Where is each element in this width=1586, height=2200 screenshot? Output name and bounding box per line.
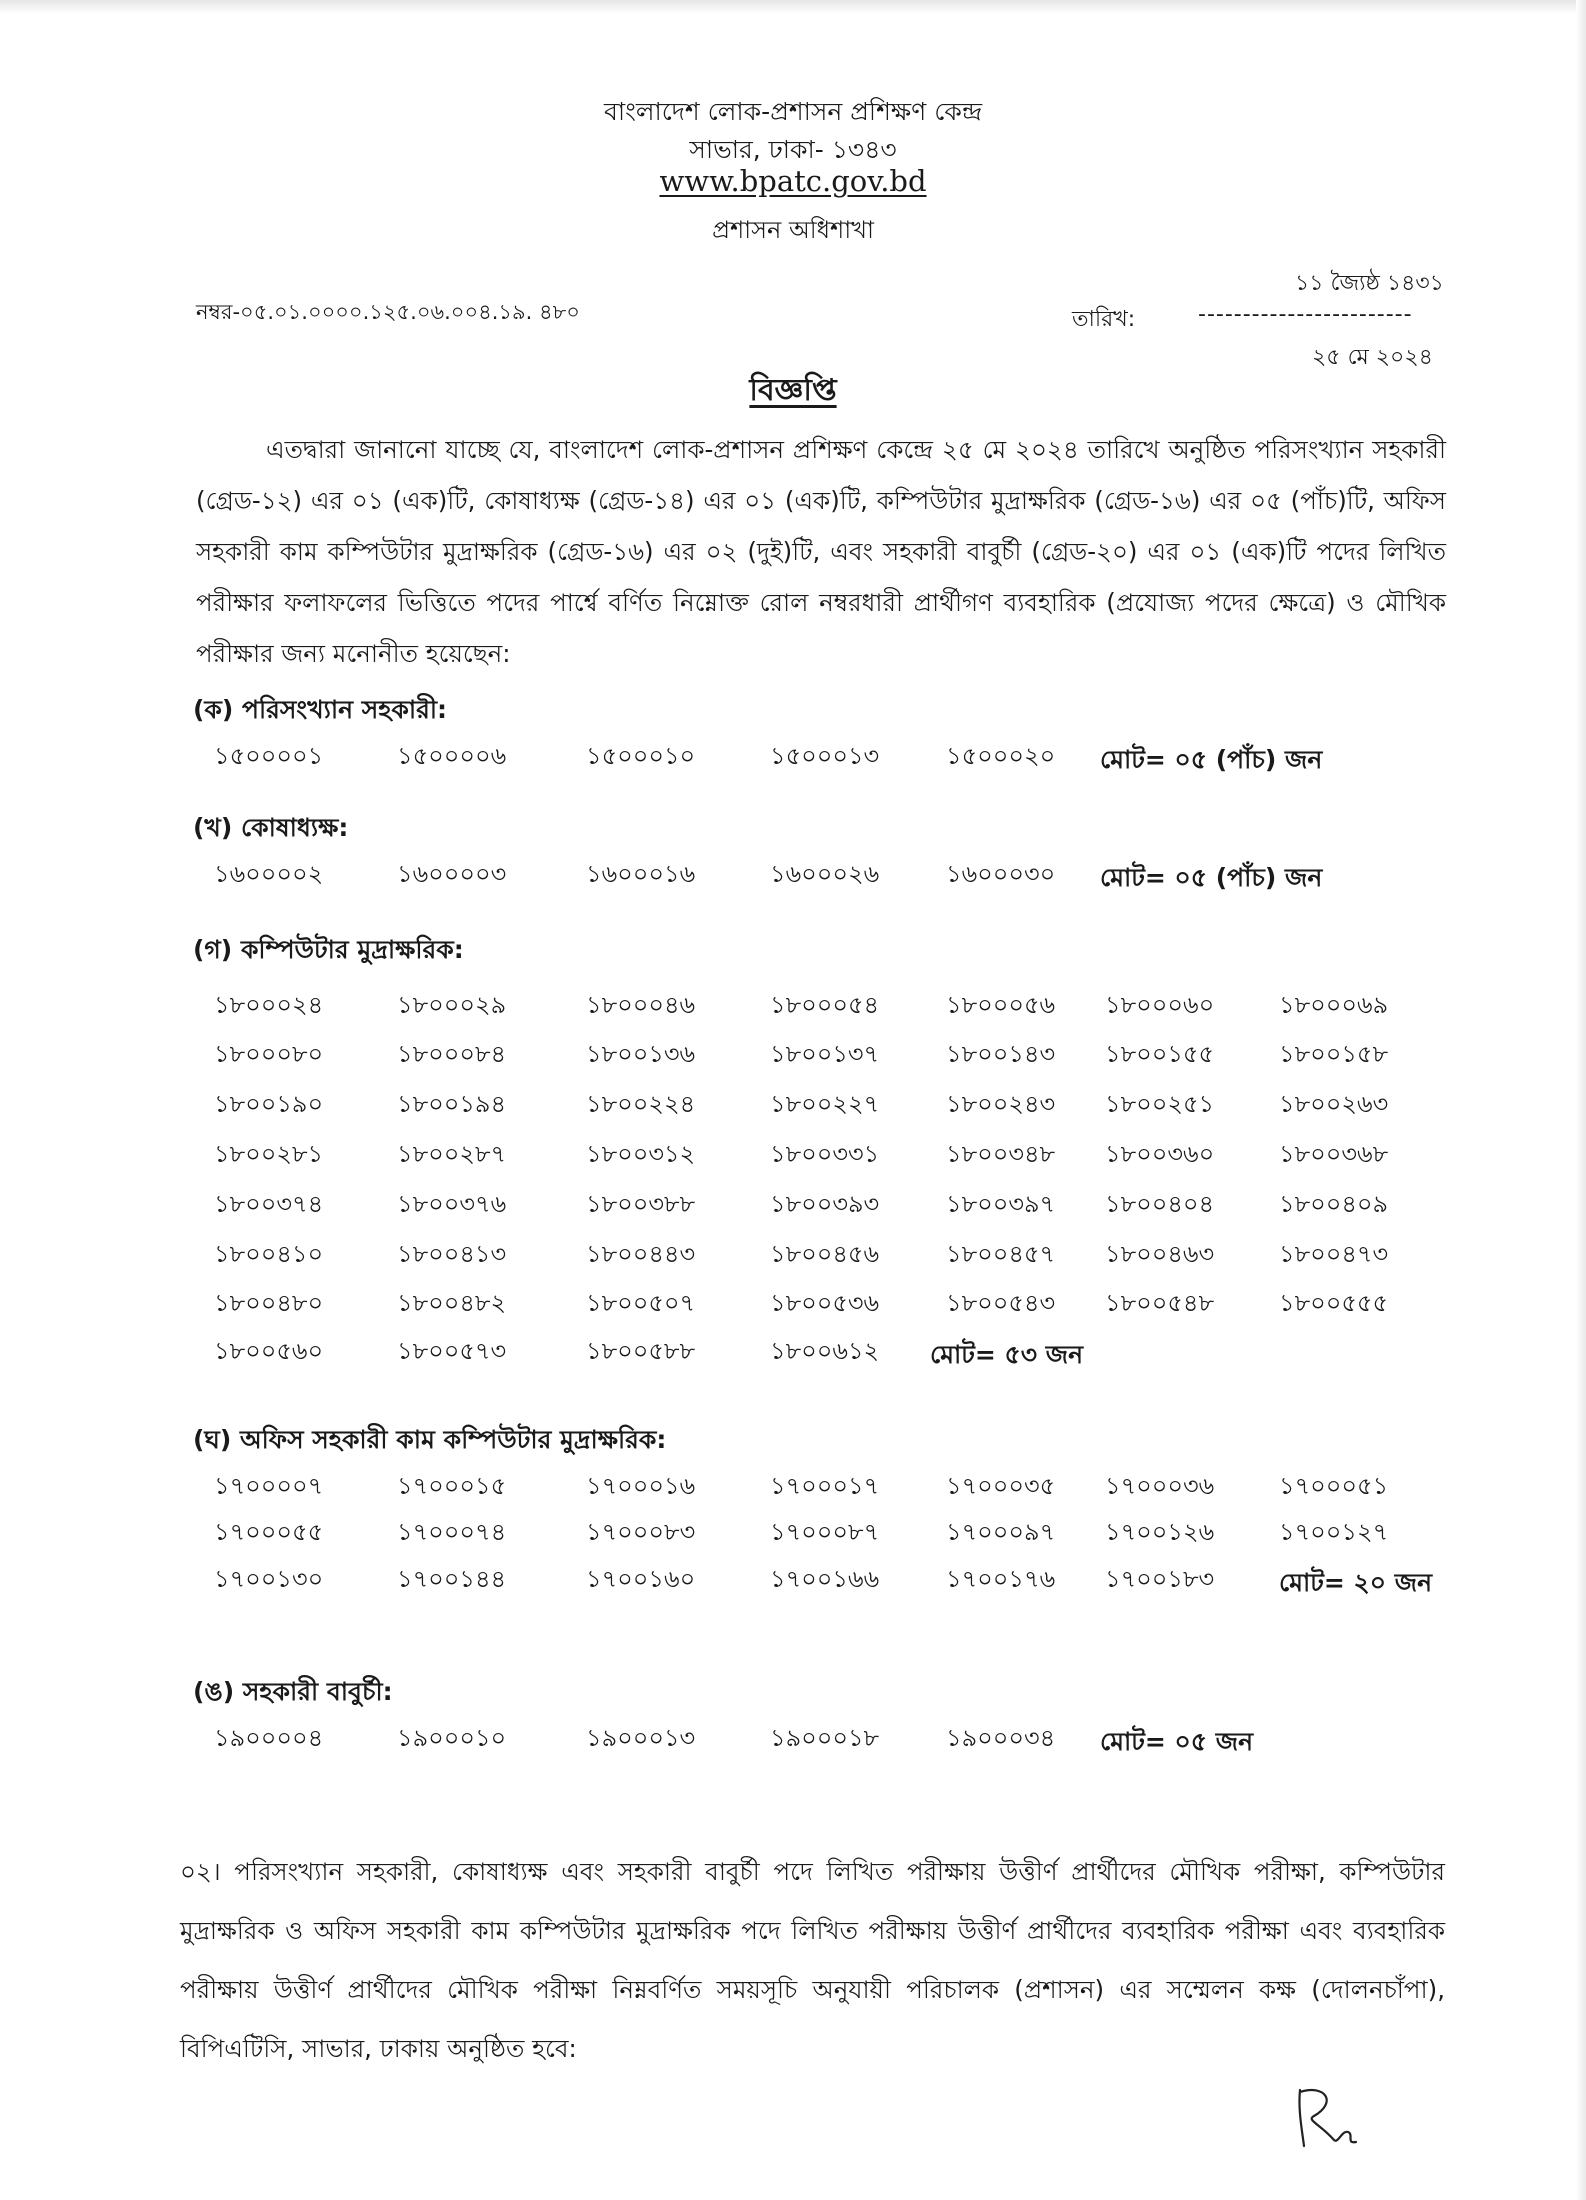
roll-number: ১৮০০৪৮২ (397, 1289, 507, 1317)
scan-shadow-top (0, 0, 1586, 14)
roll-number: ১৮০০২২৪ (586, 1090, 696, 1118)
date-label: তারিখ: (1072, 307, 1136, 332)
notice-title (0, 366, 1586, 417)
roll-number: ১৯০০০১৩ (586, 1724, 696, 1752)
roll-number: ১৮০০৩৭৪ (214, 1190, 324, 1218)
roll-number: ১৮০০৫৭৩ (397, 1337, 507, 1365)
roll-number: ১৭০০০১৫ (397, 1472, 507, 1500)
roll-number: ১৮০০৫৩৬ (770, 1289, 880, 1317)
roll-number: ১৮০০২৬৩ (1279, 1090, 1389, 1118)
roll-number: ১৮০০১৩৬ (586, 1040, 696, 1068)
notice-title-text: বিজ্ঞপ্তি (749, 373, 837, 408)
date-english: ২৫ মে ২০২৪ (1312, 345, 1433, 370)
roll-number: ১৮০০৫৪৮ (1105, 1289, 1215, 1317)
roll-number: ১৮০০৫৬০ (214, 1337, 324, 1365)
section-title: (ঘ) অফিস সহকারী কাম কম্পিউটার মুদ্রাক্ষরিক: (193, 1425, 667, 1454)
roll-number: ১৯০০০১০ (397, 1724, 507, 1752)
roll-number: ১৬০০০০৩ (397, 860, 507, 888)
roll-number: ১৮০০১৪৩ (946, 1040, 1056, 1068)
roll-number: ১৮০০৩৪৮ (946, 1140, 1056, 1168)
roll-number: ১৮০০৩১২ (586, 1140, 696, 1168)
roll-number: ১৭০০১৪৪ (397, 1565, 507, 1593)
roll-number: ১৭০০০৫১ (1279, 1472, 1389, 1500)
roll-number: ১৭০০০১৬ (586, 1472, 696, 1500)
org-website: www.bpatc.gov.bd (659, 164, 927, 198)
roll-number: ১৮০০৩৯৩ (770, 1190, 880, 1218)
roll-number: ১৮০০০৫৬ (946, 991, 1056, 1019)
roll-number: ১৮০০৬১২ (770, 1337, 880, 1365)
roll-number: ১৭০০১২৭ (1279, 1518, 1389, 1546)
roll-number: ১৮০০১৩৭ (770, 1040, 880, 1068)
roll-number: ১৮০০৪১৩ (397, 1240, 507, 1268)
scan-shadow-right (1576, 0, 1586, 2200)
roll-number: ১৫০০০০৬ (397, 742, 507, 770)
roll-number: ১৮০০৪৫৬ (770, 1240, 880, 1268)
roll-number: ১৭০০০৩৫ (946, 1472, 1056, 1500)
roll-number: ১৯০০০০৪ (214, 1724, 324, 1752)
roll-number: ১৮০০৩৬০ (1105, 1140, 1215, 1168)
roll-number: ১৮০০৪৫৭ (946, 1240, 1056, 1268)
roll-number: ১৭০০০৫৫ (214, 1518, 324, 1546)
signature-mark (1290, 2080, 1370, 2155)
roll-number: ১৮০০২২৭ (770, 1090, 880, 1118)
roll-number: ১৮০০৪০৯ (1279, 1190, 1389, 1218)
roll-number: ১৮০০১৯০ (214, 1090, 324, 1118)
roll-number: ১৮০০৩৮৮ (586, 1190, 696, 1218)
roll-number: ১৭০০০৮৩ (586, 1518, 696, 1546)
wing-name: প্রশাসন অধিশাখা (712, 216, 874, 244)
org-name: বাংলাদেশ লোক-প্রশাসন প্রশিক্ষণ কেন্দ্র (603, 97, 983, 126)
roll-number: ১৭০০০৭৪ (397, 1518, 507, 1546)
roll-number: ১৭০০১৬০ (586, 1565, 696, 1593)
roll-number: ১৫০০০১০ (586, 742, 696, 770)
roll-number: ১৮০০৪৮০ (214, 1289, 324, 1317)
roll-number: ১৭০০১৬৬ (770, 1565, 880, 1593)
roll-number: ১৮০০১৯৪ (397, 1090, 507, 1118)
roll-number: ১৮০০০২৯ (397, 991, 507, 1019)
roll-number: ১৬০০০০২ (214, 860, 324, 888)
roll-number: ১৮০০০২৪ (214, 991, 324, 1019)
roll-number: ১৬০০০৩০ (946, 860, 1056, 888)
section-total: মোট= ০৫ জন (1100, 1727, 1254, 1756)
roll-number: ১৭০০১৩০ (214, 1565, 324, 1593)
roll-number: ১৮০০০৮০ (214, 1040, 324, 1068)
date-dashes: ------------------------ (1198, 302, 1413, 327)
roll-number: ১৭০০০৩৬ (1105, 1472, 1215, 1500)
roll-number: ১৬০০০২৬ (770, 860, 880, 888)
section-total: মোট= ০৫ (পাঁচ) জন (1100, 745, 1323, 774)
roll-number: ১৭০০১৮৩ (1105, 1565, 1215, 1593)
roll-number: ১৭০০০০৭ (214, 1472, 324, 1500)
roll-number: ১৮০০৫৮৮ (586, 1337, 696, 1365)
roll-number: ১৮০০১৫৮ (1279, 1040, 1389, 1068)
memo-reference: নম্বর-০৫.০১.০০০০.১২৫.০৬.০০৪.১৯. ৪৮০ (196, 300, 580, 324)
roll-number: ১৮০০৩৭৬ (397, 1190, 507, 1218)
date-bangla: ১১ জ্যৈষ্ঠ ১৪৩১ (1295, 271, 1444, 296)
roll-number: ১৭০০০৯৭ (946, 1518, 1056, 1546)
section-title: (ঙ) সহকারী বাবুর্চী: (193, 1677, 393, 1706)
roll-number: ১৮০০২৪৩ (946, 1090, 1056, 1118)
roll-number: ১৮০০০৫৪ (770, 991, 880, 1019)
section-total: মোট= ৫৩ জন (930, 1340, 1084, 1369)
section-title: (গ) কম্পিউটার মুদ্রাক্ষরিক: (193, 935, 464, 964)
roll-number: ১৬০০০১৬ (586, 860, 696, 888)
roll-number: ১৯০০০১৮ (770, 1724, 880, 1752)
roll-number: ১৮০০৩৬৮ (1279, 1140, 1389, 1168)
org-address: সাভার, ঢাকা- ১৩৪৩ (689, 135, 897, 164)
roll-number: ১৮০০৪৬৩ (1105, 1240, 1215, 1268)
roll-number: ১৮০০৫৫৫ (1279, 1289, 1389, 1317)
roll-number: ১৮০০২৫১ (1105, 1090, 1215, 1118)
roll-number: ১৮০০০৮৪ (397, 1040, 507, 1068)
intro-paragraph: এতদ্বারা জানানো যাচ্ছে যে, বাংলাদেশ লোক-প্রশাসন প্রশিক্ষণ কেন্দ্রে ২৫ মে ২০২৪ তারিখে অনুষ্ঠিত পরিসংখ্যান সহকারী (গ্রেড-১২) এর ০১ (এক)টি, কোষাধ্যক্ষ (গ্রেড-১৪) এর ০১ (এক)টি, কম্পিউটার মুদ্রাক্ষরিক (গ্রেড-১৬) এর ০৫ (পাঁচ)টি, অফিস সহকারী কাম কম্পিউটার মুদ্রাক্ষরিক (গ্রেড-১৬) এর ০২ (দুই)টি, এবং সহকারী বাবুর্চী (গ্রেড-২০) এর ০১ (এক)টি পদের লিখিত পরীক্ষার ফলাফলের ভিত্তিতে পদের পার্শ্বে বর্ণিত নিম্নোক্ত রোল নম্বরধারী প্রার্থীগণ ব্যবহারিক (প্রযোজ্য পদের ক্ষেত্রে) ও মৌখিক পরীক্ষার জন্য মনোনীত হয়েছেন: (196, 435, 1446, 668)
section-title: (খ) কোষাধ্যক্ষ: (193, 813, 349, 842)
roll-number: ১৮০০০৬০ (1105, 991, 1215, 1019)
roll-number: ১৮০০৪১০ (214, 1240, 324, 1268)
roll-number: ১৮০০৩৯৭ (946, 1190, 1056, 1218)
roll-number: ১৮০০৪০৪ (1105, 1190, 1215, 1218)
roll-number: ১৮০০৪৪৩ (586, 1240, 696, 1268)
roll-number: ১৮০০৩৩১ (770, 1140, 880, 1168)
roll-number: ১৭০০১৭৬ (946, 1565, 1056, 1593)
roll-number: ১৮০০৫০৭ (586, 1289, 696, 1317)
roll-number: ১৫০০০১৩ (770, 742, 880, 770)
roll-number: ১৮০০০৬৯ (1279, 991, 1389, 1019)
roll-number: ১৭০০০৮৭ (770, 1518, 880, 1546)
roll-number: ১৮০০২৮৭ (397, 1140, 507, 1168)
roll-number: ১৫০০০২০ (946, 742, 1056, 770)
roll-number: ১৭০০১২৬ (1105, 1518, 1215, 1546)
roll-number: ১৮০০০৪৬ (586, 991, 696, 1019)
roll-number: ১৫০০০০১ (214, 742, 324, 770)
roll-number: ১৭০০০১৭ (770, 1472, 880, 1500)
section-title: (ক) পরিসংখ্যান সহকারী: (193, 695, 448, 724)
paragraph-2: ০২। পরিসংখ্যান সহকারী, কোষাধ্যক্ষ এবং সহকারী বাবুর্চী পদে লিখিত পরীক্ষায় উত্তীর্ণ প্রার্থীদের মৌখিক পরীক্ষা, কম্পিউটার মুদ্রাক্ষরিক ও অফিস সহকারী কাম কম্পিউটার মুদ্রাক্ষরিক পদে লিখিত পরীক্ষায় উত্তীর্ণ প্রার্থীদের ব্যবহারিক পরীক্ষা এবং ব্যবহারিক পরীক্ষায় উত্তীর্ণ প্রার্থীদের মৌখিক পরীক্ষা নিম্নবর্ণিত সময়সূচি অনুযায়ী পরিচালক (প্রশাসন) এর সম্মেলন কক্ষ (দোলনচাঁপা), বিপিএটিসি, সাভার, ঢাকায় অনুষ্ঠিত হবে: (180, 1857, 1445, 2063)
section-total: মোট= ০৫ (পাঁচ) জন (1100, 863, 1323, 892)
roll-number: ১৮০০২৮১ (214, 1140, 324, 1168)
section-total: মোট= ২০ জন (1279, 1568, 1433, 1597)
roll-number: ১৮০০৫৪৩ (946, 1289, 1056, 1317)
roll-number: ১৮০০১৫৫ (1105, 1040, 1215, 1068)
roll-number: ১৮০০৪৭৩ (1279, 1240, 1389, 1268)
roll-number: ১৯০০০৩৪ (946, 1724, 1056, 1752)
